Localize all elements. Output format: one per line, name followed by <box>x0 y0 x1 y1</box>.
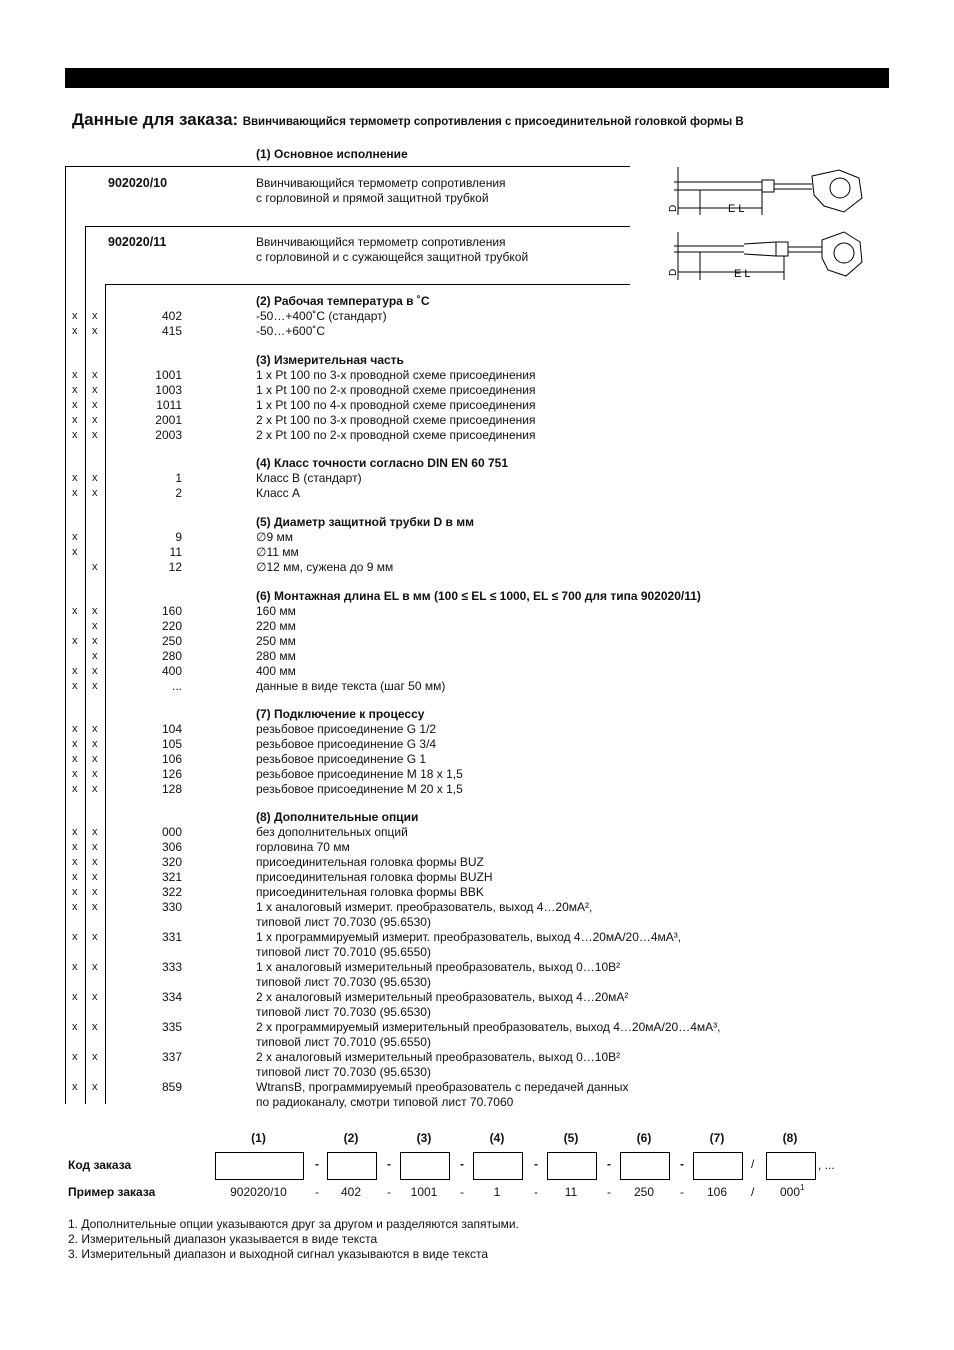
option-code: 000 <box>161 825 182 839</box>
option-description-line2: по радиоканалу, смотри типовой лист 70.7060 <box>256 1095 514 1109</box>
footnote-2: 2. Измерительный диапазон указывается в виде текста <box>68 1232 378 1246</box>
mark-col1: x <box>72 783 78 795</box>
mark-col2: x <box>92 635 98 647</box>
mark-col2: x <box>92 325 98 337</box>
option-code: 126 <box>161 767 182 781</box>
option-description: горловина 70 мм <box>256 840 350 854</box>
mark-col2: x <box>92 841 98 853</box>
option-code: 2 <box>175 486 182 500</box>
divider-mid <box>85 226 630 227</box>
order-code-field[interactable] <box>215 1152 304 1180</box>
mark-col1: x <box>72 901 78 913</box>
label-el-bottom: E L <box>734 268 751 280</box>
option-description: 400 мм <box>256 664 296 678</box>
rule-col2 <box>85 226 86 1104</box>
label-d-bottom: D <box>668 268 679 276</box>
mark-col1: x <box>72 546 78 558</box>
option-description-line2: типовой лист 70.7030 (95.6530) <box>256 975 431 989</box>
order-example-separator: - <box>315 1185 319 1199</box>
section-heading: (8) Дополнительные опции <box>256 810 419 824</box>
option-description: -50…+600˚C <box>256 324 326 338</box>
option-description: -50…+400˚C (стандарт) <box>256 309 387 323</box>
option-description: Класс A <box>256 486 301 500</box>
basic-code-2: 902020/11 <box>108 235 167 249</box>
mark-col1: x <box>72 871 78 883</box>
option-description-line2: типовой лист 70.7010 (95.6550) <box>256 945 431 959</box>
mark-col2: x <box>92 783 98 795</box>
option-code: 104 <box>161 722 182 736</box>
mark-col2: x <box>92 723 98 735</box>
order-example-value: 402 <box>340 1185 362 1199</box>
option-description: 250 мм <box>256 634 296 648</box>
order-example-value: 106 <box>706 1185 728 1199</box>
option-description: 160 мм <box>256 604 296 618</box>
basic-desc-1b: с горловиной и прямой защитной трубкой <box>256 191 489 205</box>
mark-col1: x <box>72 841 78 853</box>
basic-desc-2b: с горловиной и с сужающейся защитной трубкой <box>256 250 529 264</box>
option-code: 859 <box>161 1080 182 1094</box>
order-code-field[interactable] <box>400 1152 450 1180</box>
mark-col2: x <box>92 871 98 883</box>
mark-col2: x <box>92 753 98 765</box>
mark-col2: x <box>92 961 98 973</box>
option-code: 335 <box>161 1020 182 1034</box>
option-code: 306 <box>161 840 182 854</box>
section-heading: (3) Измерительная часть <box>256 353 404 367</box>
mark-col1: x <box>72 635 78 647</box>
order-separator: - <box>534 1157 538 1171</box>
section-heading: (6) Монтажная длина EL в мм (100 ≤ EL ≤ 1000, EL ≤ 700 для типа 902020/11) <box>256 589 701 603</box>
option-code: 402 <box>161 309 182 323</box>
mark-col1: x <box>72 931 78 943</box>
option-description: 2 x Pt 100 по 3-х проводной схеме присоединения <box>256 413 536 427</box>
option-description-line2: типовой лист 70.7030 (95.6530) <box>256 1065 431 1079</box>
mark-col1: x <box>72 738 78 750</box>
mark-col2: x <box>92 1051 98 1063</box>
option-description: 1 x Pt 100 по 4-х проводной схеме присоединения <box>256 398 536 412</box>
option-code: 322 <box>161 885 182 899</box>
mark-col1: x <box>72 369 78 381</box>
mark-col2: x <box>92 826 98 838</box>
option-description: без дополнительных опций <box>256 825 408 839</box>
mark-col1: x <box>72 310 78 322</box>
mark-col1: x <box>72 768 78 780</box>
mark-col1: x <box>72 1081 78 1093</box>
mark-col1: x <box>72 429 78 441</box>
order-separator: - <box>607 1157 611 1171</box>
order-column-number: (8) <box>782 1131 798 1145</box>
mark-col2: x <box>92 886 98 898</box>
mark-col2: x <box>92 738 98 750</box>
basic-heading: (1) Основное исполнение <box>256 147 408 161</box>
rule-col1 <box>65 166 66 1104</box>
option-code: 1 <box>175 471 182 485</box>
option-description: ∅9 мм <box>256 530 293 544</box>
mark-col2: x <box>92 369 98 381</box>
mark-col1: x <box>72 961 78 973</box>
option-code: 220 <box>161 619 182 633</box>
option-description: 2 x программируемый измерительный преобразователь, выход 4…20мА/20…4мА³, <box>256 1020 721 1034</box>
divider-bottom <box>105 284 630 285</box>
option-description: ∅11 мм <box>256 545 299 559</box>
option-code: 128 <box>161 782 182 796</box>
order-example-separator: - <box>607 1185 611 1199</box>
mark-col2: x <box>92 768 98 780</box>
label-el-top: E L <box>728 203 745 215</box>
option-description: резьбовое присоединение M 20 x 1,5 <box>256 782 463 796</box>
mark-col1: x <box>72 472 78 484</box>
option-description: резьбовое присоединение M 18 x 1,5 <box>256 767 463 781</box>
option-code: 250 <box>161 634 182 648</box>
option-code: 280 <box>161 649 182 663</box>
mark-col1: x <box>72 886 78 898</box>
option-code: 400 <box>161 664 182 678</box>
option-code: 9 <box>175 530 182 544</box>
mark-col2: x <box>92 414 98 426</box>
order-separator: - <box>387 1157 391 1171</box>
section-heading: (5) Диаметр защитной трубки D в мм <box>256 515 474 529</box>
option-description: 1 x Pt 100 по 3-х проводной схеме присоединения <box>256 368 536 382</box>
mark-col1: x <box>72 826 78 838</box>
option-description-line2: типовой лист 70.7030 (95.6530) <box>256 1005 431 1019</box>
mark-col2: x <box>92 665 98 677</box>
order-column-number: (2) <box>343 1131 359 1145</box>
option-code: ... <box>171 679 182 693</box>
footnote-1: 1. Дополнительные опции указываются друг за другом и разделяются запятыми. <box>68 1217 519 1231</box>
order-separator: / <box>751 1157 755 1171</box>
order-example-value: 1001 <box>410 1185 438 1199</box>
order-column-number: (1) <box>251 1131 266 1145</box>
mark-col2: x <box>92 429 98 441</box>
option-description: присоединительная головка формы BUZH <box>256 870 493 884</box>
order-column-number: (7) <box>709 1131 725 1145</box>
option-code: 321 <box>161 870 182 884</box>
order-example-label: Пример заказа <box>68 1185 156 1199</box>
order-example-separator: - <box>680 1185 684 1199</box>
rule-col3 <box>105 284 106 1104</box>
option-code: 2003 <box>155 428 182 442</box>
mark-col1: x <box>72 753 78 765</box>
option-code: 330 <box>161 900 182 914</box>
order-code-label: Код заказа <box>68 1158 132 1172</box>
option-description: 280 мм <box>256 649 296 663</box>
order-column-number: (3) <box>416 1131 432 1145</box>
option-code: 415 <box>161 324 182 338</box>
mark-col2: x <box>92 310 98 322</box>
order-code-field[interactable] <box>547 1152 597 1180</box>
option-description: 2 x аналоговый измерительный преобразователь, выход 0…10B² <box>256 1050 621 1064</box>
option-description: WtransB, программируемый преобразователь с передачей данных <box>256 1080 629 1094</box>
header-bar <box>65 68 889 88</box>
order-separator: - <box>680 1157 684 1171</box>
thermometer-diagram <box>664 160 874 300</box>
mark-col2: x <box>92 399 98 411</box>
mark-col2: x <box>92 680 98 692</box>
order-example-value: 250 <box>633 1185 655 1199</box>
footnote-3: 3. Измерительный диапазон и выходной сигнал указываются в виде текста <box>68 1247 489 1261</box>
mark-col1: x <box>72 487 78 499</box>
mark-col1: x <box>72 531 78 543</box>
option-description: 1 x аналоговый измерит. преобразователь, выход 4…20мА², <box>256 900 593 914</box>
mark-col2: x <box>92 605 98 617</box>
mark-col1: x <box>72 605 78 617</box>
order-code-field[interactable] <box>693 1152 743 1180</box>
page-title <box>72 110 744 130</box>
option-description: 1 x программируемый измерит. преобразователь, выход 4…20мА/20…4мА³, <box>256 930 682 944</box>
order-example-separator: - <box>460 1185 464 1199</box>
title-sub: Ввинчивающийся термометр сопротивления с присоединительной головкой формы B <box>242 116 744 128</box>
order-column-number: (5) <box>563 1131 579 1145</box>
mark-col1: x <box>72 414 78 426</box>
option-description: 1 x Pt 100 по 2-х проводной схеме присоединения <box>256 383 536 397</box>
mark-col1: x <box>72 384 78 396</box>
order-example-value: 000 <box>779 1185 801 1199</box>
mark-col2: x <box>92 487 98 499</box>
section-heading: (7) Подключение к процессу <box>256 707 425 721</box>
option-description: Класс B (стандарт) <box>256 471 362 485</box>
option-description: присоединительная головка формы BBK <box>256 885 484 899</box>
label-d-top: D <box>668 204 679 212</box>
order-code-field[interactable] <box>766 1152 816 1180</box>
order-column-number: (6) <box>636 1131 652 1145</box>
mark-col2: x <box>92 650 98 662</box>
mark-col2: x <box>92 472 98 484</box>
mark-col2: x <box>92 620 98 632</box>
mark-col2: x <box>92 1021 98 1033</box>
mark-col1: x <box>72 399 78 411</box>
option-code: 12 <box>168 560 182 574</box>
mark-col1: x <box>72 1051 78 1063</box>
option-description: 1 x аналоговый измерительный преобразователь, выход 0…10B² <box>256 960 621 974</box>
option-code: 11 <box>169 545 182 559</box>
order-example-footnote-ref: 1 <box>800 1183 805 1192</box>
mark-col1: x <box>72 680 78 692</box>
mark-col1: x <box>72 723 78 735</box>
order-tail: , ... <box>818 1158 835 1172</box>
basic-desc-2a: Ввинчивающийся термометр сопротивления <box>256 235 506 249</box>
mark-col2: x <box>92 561 98 573</box>
option-code: 1011 <box>156 398 182 412</box>
mark-col2: x <box>92 856 98 868</box>
order-code-field[interactable] <box>327 1152 377 1180</box>
divider-top <box>65 166 630 167</box>
order-separator: - <box>315 1157 319 1171</box>
mark-col1: x <box>72 991 78 1003</box>
option-description: 220 мм <box>256 619 296 633</box>
order-code-field[interactable] <box>473 1152 523 1180</box>
mark-col2: x <box>92 931 98 943</box>
option-description: резьбовое присоединение G 3/4 <box>256 737 437 751</box>
order-column-number: (4) <box>489 1131 505 1145</box>
option-code: 1003 <box>155 383 182 397</box>
mark-col2: x <box>92 901 98 913</box>
basic-desc-1a: Ввинчивающийся термометр сопротивления <box>256 176 506 190</box>
option-description: ∅12 мм, сужена до 9 мм <box>256 560 394 574</box>
option-code: 331 <box>161 930 182 944</box>
order-separator: - <box>460 1157 464 1171</box>
mark-col1: x <box>72 325 78 337</box>
option-code: 334 <box>161 990 182 1004</box>
section-heading: (4) Класс точности согласно DIN EN 60 751 <box>256 456 508 470</box>
mark-col2: x <box>92 384 98 396</box>
option-description: присоединительная головка формы BUZ <box>256 855 484 869</box>
option-description: данные в виде текста (шаг 50 мм) <box>256 679 446 693</box>
title-main: Данные для заказа: <box>72 110 239 129</box>
section-heading: (2) Рабочая температура в ˚C <box>256 294 430 308</box>
option-code: 106 <box>161 752 182 766</box>
order-example-value: 11 <box>564 1185 578 1199</box>
order-code-field[interactable] <box>620 1152 670 1180</box>
option-code: 2001 <box>155 413 182 427</box>
order-example-value: 902020/10 <box>230 1185 287 1199</box>
order-example-separator: - <box>387 1185 391 1199</box>
mark-col2: x <box>92 991 98 1003</box>
mark-col2: x <box>92 1081 98 1093</box>
option-description: 2 x Pt 100 по 2-х проводной схеме присоединения <box>256 428 536 442</box>
option-code: 333 <box>161 960 182 974</box>
option-code: 105 <box>161 737 182 751</box>
option-description-line2: типовой лист 70.7010 (95.6550) <box>256 1035 431 1049</box>
option-description: 2 x аналоговый измерительный преобразователь, выход 4…20мА² <box>256 990 629 1004</box>
option-description: резьбовое присоединение G 1 <box>256 752 427 766</box>
option-code: 1001 <box>155 368 182 382</box>
mark-col1: x <box>72 1021 78 1033</box>
option-description-line2: типовой лист 70.7030 (95.6530) <box>256 915 431 929</box>
order-example-separator: / <box>751 1185 755 1199</box>
option-code: 337 <box>161 1050 182 1064</box>
mark-col1: x <box>72 665 78 677</box>
mark-col1: x <box>72 856 78 868</box>
option-description: резьбовое присоединение G 1/2 <box>256 722 437 736</box>
order-example-value: 1 <box>493 1185 501 1199</box>
option-code: 160 <box>161 604 182 618</box>
basic-code-1: 902020/10 <box>108 176 168 190</box>
order-example-separator: - <box>534 1185 538 1199</box>
option-code: 320 <box>161 855 182 869</box>
